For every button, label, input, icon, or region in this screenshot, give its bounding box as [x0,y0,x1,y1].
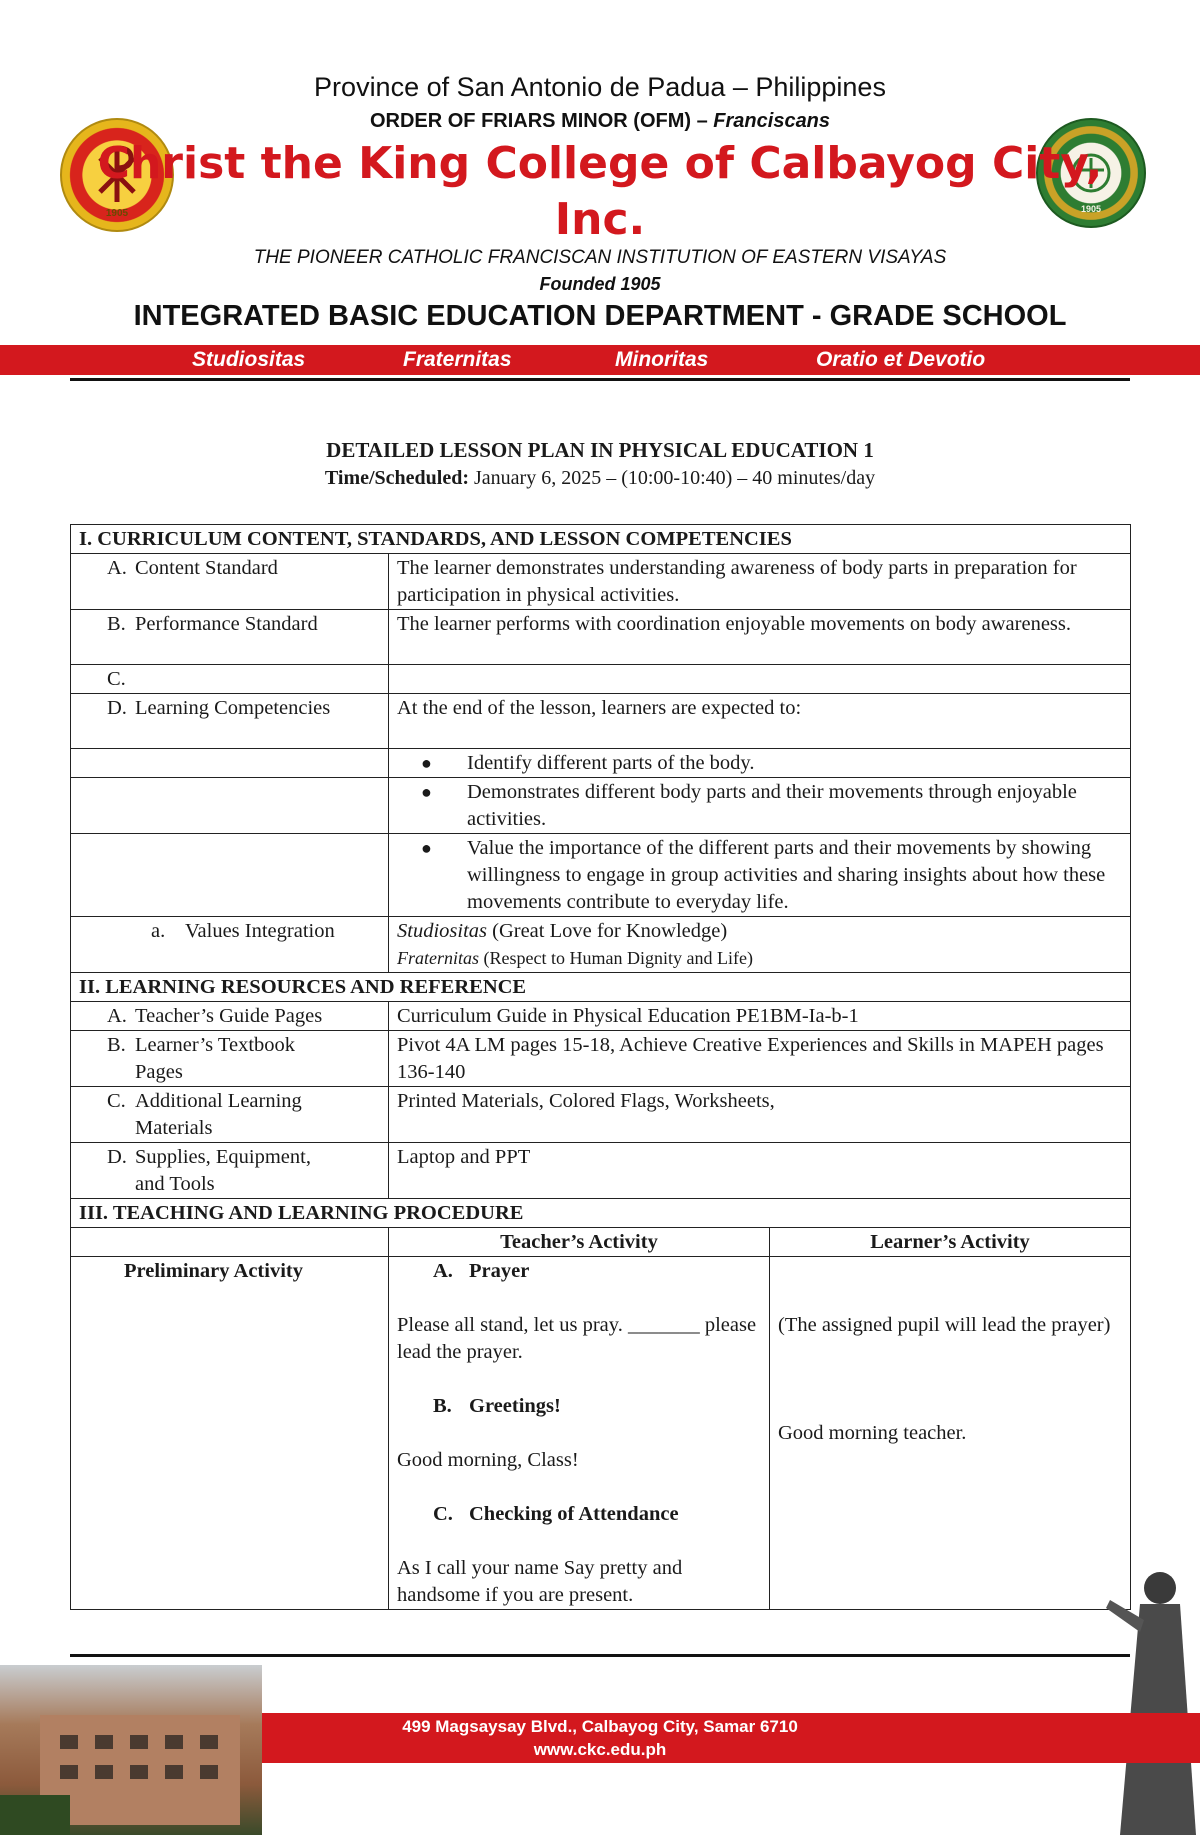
right-seal-year: 1905 [1080,204,1102,214]
empty-cell [71,778,389,834]
step-learner-text: (The assigned pupil will lead the prayer) [778,1314,1111,1336]
tagline: THE PIONEER CATHOLIC FRANCISCAN INSTITUTION OF EASTERN VISAYAS [253,247,947,268]
step-title: B. Greetings! [433,1395,561,1417]
teacher-activity-cell [389,1257,770,1610]
statue-silhouette-icon [1100,1560,1200,1835]
additional-materials-value: Printed Materials, Colored Flags, Worksheets, [389,1087,1131,1143]
footer-divider [70,1654,1130,1657]
section3-heading: III. TEACHING AND LEARNING PROCEDURE [71,1199,1131,1228]
section2-heading: II. LEARNING RESOURCES AND REFERENCE [71,973,1131,1002]
step-teacher-text: Good morning, Class! [397,1449,579,1471]
footer-website[interactable]: www.ckc.edu.ph [533,1740,667,1759]
performance-standard-value: The learner performs with coordination enjoyable movements on body awareness. [389,610,1131,665]
province-line: Province of San Antonio de Padua – Philippines [314,72,886,102]
learning-competencies-label: D. Learning Competencies [71,694,389,749]
step-title: C. Checking of Attendance [433,1503,679,1525]
learning-competencies-value: At the end of the lesson, learners are expected to: [389,694,1131,749]
bullet-icon: ● [421,782,432,802]
core-value-4: Oratio et Devotio [816,348,986,371]
additional-materials-label: C. Additional Learning Materials [71,1087,389,1143]
table-row [71,917,1131,973]
row-c-value [389,665,1131,694]
table-row [71,694,1131,749]
content-standard-label: A. Content Standard [71,554,389,610]
empty-cell [71,834,389,917]
section-heading-row [71,525,1131,554]
core-values-band [0,345,1200,375]
lesson-plan-table [70,524,1131,1610]
row-c-label: C. [71,665,389,694]
table-row [71,1257,1131,1610]
table-row [71,1143,1131,1199]
college-name-line1: Christ the King College of Calbayog City, [97,138,1103,189]
phase-label: Preliminary Activity [71,1257,389,1610]
learner-activity-cell [770,1257,1131,1610]
bullet-icon: ● [421,753,432,773]
step-teacher-text: As I call your name Say pretty and handsome if you are present. [397,1557,683,1606]
schedule-label: Time/Scheduled: [324,467,470,489]
doc-title: DETAILED LESSON PLAN IN PHYSICAL EDUCATION 1 [326,438,874,462]
building-photo [0,1665,262,1835]
order-main: ORDER OF FRIARS MINOR (OFM) – [369,110,714,132]
performance-standard-label: B. Performance Standard [71,610,389,665]
section-heading-row [71,973,1131,1002]
supplies-label: D. Supplies, Equipment, and Tools [71,1143,389,1199]
bullet-icon: ● [421,838,432,858]
department-title: INTEGRATED BASIC EDUCATION DEPARTMENT - GRADE SCHOOL [133,300,1067,332]
core-value-1: Studiositas [192,348,306,371]
order-franciscans: Franciscans [713,110,831,132]
table-row [71,1002,1131,1031]
left-seal-year: 1905 [105,208,129,219]
section1-heading: I. CURRICULUM CONTENT, STANDARDS, AND LESSON COMPETENCIES [71,525,1131,554]
values-integration-label: a. Values Integration [71,917,389,973]
step-teacher-text: Please all stand, let us pray. _______ please lead the prayer. [397,1314,757,1363]
header-divider [70,378,1130,381]
table-row [71,834,1131,917]
core-value-3: Minoritas [615,348,709,371]
footer-address: 499 Magsaysay Blvd., Calbayog City, Samar 6710 [402,1717,798,1736]
step-title: A. Prayer [433,1260,530,1282]
teacher-activity-header: Teacher’s Activity [389,1228,770,1257]
building-icon [0,1665,262,1835]
learner-activity-header: Learner’s Activity [770,1228,1131,1257]
content-standard-value: The learner demonstrates understanding awareness of body parts in preparation for participation in physical activities. [389,554,1131,610]
schedule-value: January 6, 2025 – (10:00-10:40) – 40 minutes/day [469,467,876,489]
teachers-guide-label: A. Teacher’s Guide Pages [71,1002,389,1031]
learners-textbook-value: Pivot 4A LM pages 15-18, Achieve Creative Experiences and Skills in MAPEH pages 136-140 [389,1031,1131,1087]
founded-line: Founded 1905 [539,274,661,294]
table-row [71,554,1131,610]
table-row [71,1087,1131,1143]
college-name-line2: Inc. [554,194,646,245]
table-header-row [71,1228,1131,1257]
table-row [71,749,1131,778]
table-row [71,665,1131,694]
friar-statue-image [1100,1560,1200,1835]
supplies-value: Laptop and PPT [389,1143,1131,1199]
college-name [0,136,1200,248]
order-line [0,110,1200,133]
empty-cell [71,1228,389,1257]
competency-item: ● Demonstrates different body parts and their movements through enjoyable activities. [389,778,1131,834]
empty-cell [71,749,389,778]
section-heading-row [71,1199,1131,1228]
learners-textbook-label: B. Learner’s Textbook Pages [71,1031,389,1087]
step-learner-text: Good morning teacher. [778,1422,967,1444]
competency-item: ● Identify different parts of the body. [389,749,1131,778]
competency-item: ● Value the importance of the different parts and their movements by showing willingness to engage in group activities and sharing insights about how these movements contribute to everyday life. [389,834,1131,917]
values-integration-value: Studiositas (Great Love for Knowledge) Fraternitas (Respect to Human Dignity and Life) [389,917,1131,973]
table-row [71,778,1131,834]
core-value-2: Fraternitas [403,348,512,371]
schedule-line [0,467,1200,490]
table-row [71,610,1131,665]
teachers-guide-value: Curriculum Guide in Physical Education PE1BM-Ia-b-1 [389,1002,1131,1031]
table-row [71,1031,1131,1087]
